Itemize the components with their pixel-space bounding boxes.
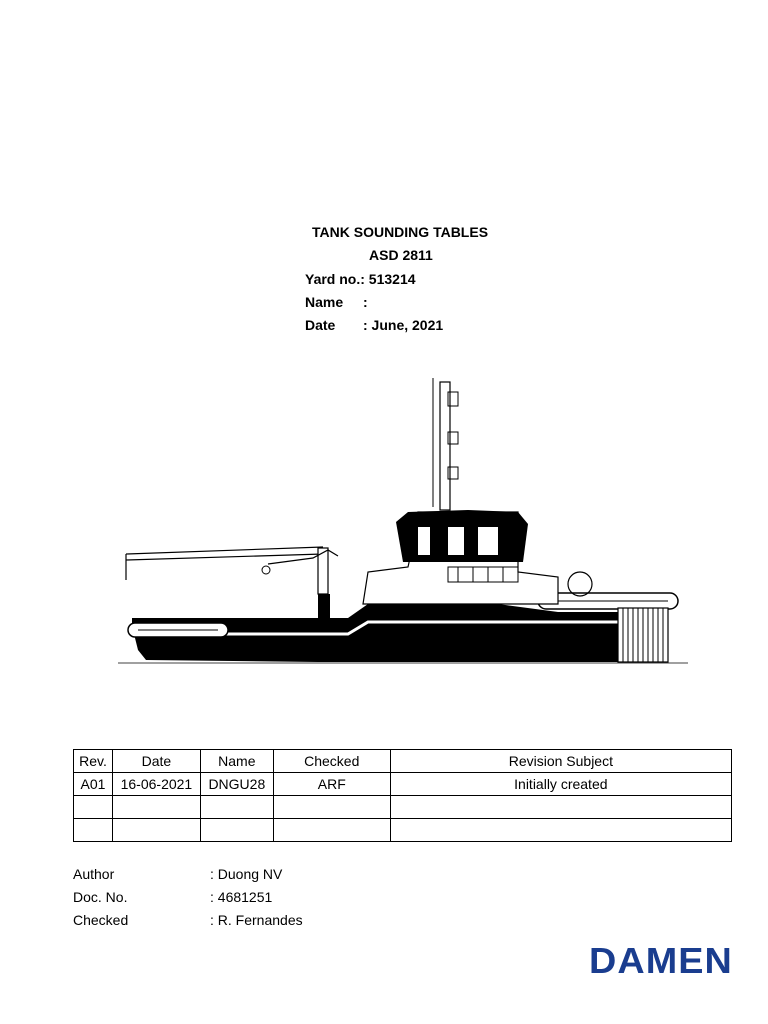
vessel-type: ASD 2811 — [369, 247, 433, 263]
header-revision-subject: Revision Subject — [390, 750, 731, 773]
cell-date — [112, 796, 200, 819]
date-value: : June, 2021 — [363, 317, 444, 333]
yard-label: Yard no.: — [305, 271, 365, 287]
cell-date: 16-06-2021 — [112, 773, 200, 796]
logo-text: DAMEN — [589, 940, 733, 981]
yard-value: 513214 — [368, 271, 416, 287]
header-rev: Rev. — [74, 750, 113, 773]
cell-date — [112, 819, 200, 842]
cell-rev — [74, 796, 113, 819]
header-date: Date — [112, 750, 200, 773]
meta-key: Author — [73, 866, 115, 882]
name-value: : — [363, 294, 368, 310]
tug-ship-drawing — [118, 372, 688, 670]
meta-value: : Duong NV — [210, 866, 283, 882]
cell-subject — [390, 796, 731, 819]
table-row — [74, 819, 732, 842]
damen-logo — [589, 940, 733, 982]
cell-rev — [74, 819, 113, 842]
meta-key: Checked — [73, 912, 129, 928]
meta-doc-no — [73, 889, 303, 912]
cell-rev: A01 — [74, 773, 113, 796]
meta-value: : 4681251 — [210, 889, 273, 905]
cell-checked — [273, 819, 390, 842]
cell-subject — [390, 819, 731, 842]
cell-name: DNGU28 — [200, 773, 273, 796]
meta-author — [73, 866, 303, 889]
cell-checked: ARF — [273, 773, 390, 796]
meta-key: Doc. No. — [73, 889, 128, 905]
header-name: Name — [200, 750, 273, 773]
cell-name — [200, 796, 273, 819]
table-row — [74, 796, 732, 819]
cell-checked — [273, 796, 390, 819]
yard-row — [305, 271, 416, 287]
date-label: Date — [305, 317, 336, 333]
cell-name — [200, 819, 273, 842]
meta-value: : R. Fernandes — [210, 912, 303, 928]
revision-table — [73, 749, 732, 842]
date-row — [305, 317, 443, 333]
cell-subject: Initially created — [390, 773, 731, 796]
meta-checked — [73, 912, 303, 935]
revision-header-row — [74, 750, 732, 773]
name-row — [305, 294, 368, 310]
name-label: Name — [305, 294, 344, 310]
document-title: TANK SOUNDING TABLES — [312, 224, 489, 240]
document-meta — [73, 866, 303, 935]
header-checked: Checked — [273, 750, 390, 773]
table-row — [74, 773, 732, 796]
